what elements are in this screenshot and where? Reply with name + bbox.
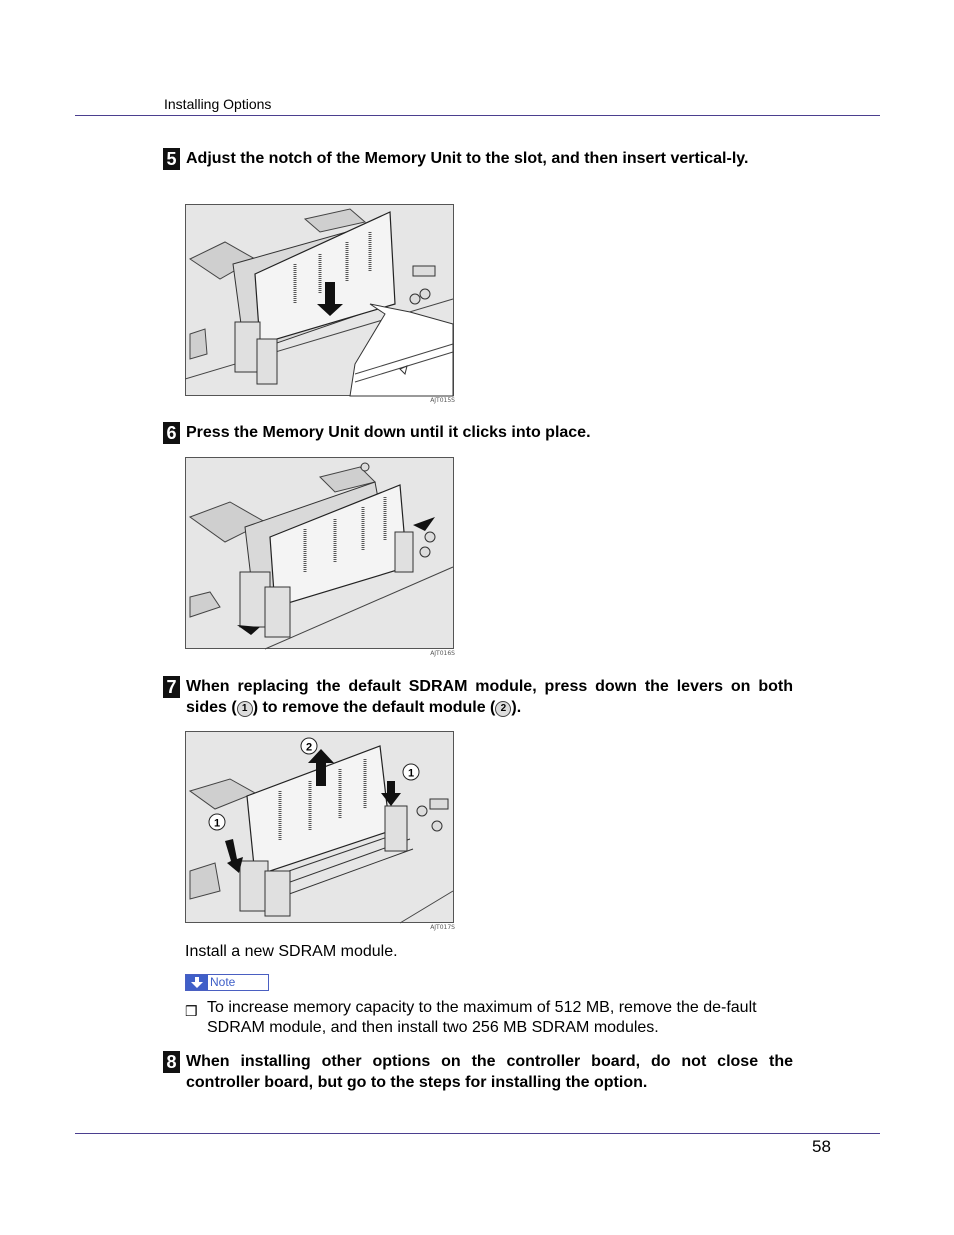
step-number: 8 [163, 1051, 180, 1073]
header-rule [75, 115, 880, 116]
figure-code: AJT016S [430, 650, 455, 657]
page-number: 58 [812, 1137, 831, 1156]
callout-marker-2: 2 [495, 701, 511, 717]
figure-insert-memory [185, 204, 455, 404]
step-7 [163, 676, 793, 718]
running-header: Installing Options [164, 96, 272, 112]
memory-insert-illustration [185, 204, 455, 397]
memory-remove-illustration [185, 731, 455, 924]
figure-remove-memory [185, 731, 455, 931]
callout-1-left [209, 814, 225, 830]
svg-text:1: 1 [213, 817, 221, 830]
checkbox-bullet-icon: ❒ [185, 1003, 198, 1019]
step-instruction: Adjust the notch of the Memory Unit to the slot, and then insert vertical-ly. [186, 150, 749, 167]
figure-press-memory [185, 457, 455, 657]
step-5 [163, 148, 793, 169]
step-number: 5 [163, 148, 180, 170]
svg-text:2: 2 [305, 741, 313, 754]
memory-press-illustration [185, 457, 455, 650]
note-text: To increase memory capacity to the maximum of 512 MB, remove the de-fault SDRAM module, and then install two 256 MB SDRAM modules. [207, 999, 757, 1036]
install-instruction: Install a new SDRAM module. [185, 943, 398, 960]
callout-1-right [403, 764, 419, 780]
step-instruction: When replacing the default SDRAM module, press down the levers on both sides ( 1 ) to remove the default module ( 2 ). [186, 678, 793, 716]
callout-marker-1: 1 [237, 701, 253, 717]
note-label: Note [210, 975, 236, 989]
step-8 [163, 1051, 793, 1093]
note-item [185, 998, 795, 1038]
callout-2 [301, 738, 317, 754]
step-6 [163, 422, 793, 443]
note-badge [185, 974, 269, 991]
step-number: 7 [163, 676, 180, 698]
arrow-down-icon [186, 975, 208, 990]
figure-code: AJT015S [430, 397, 455, 404]
svg-text:1: 1 [407, 767, 415, 780]
step-instruction: When installing other options on the controller board, do not close the controller board, but go to the steps for installing the option. [186, 1053, 793, 1091]
step-number: 6 [163, 422, 180, 444]
figure-code: AJT017S [430, 924, 455, 931]
step-instruction: Press the Memory Unit down until it clicks into place. [186, 424, 591, 441]
footer-rule [75, 1133, 880, 1134]
